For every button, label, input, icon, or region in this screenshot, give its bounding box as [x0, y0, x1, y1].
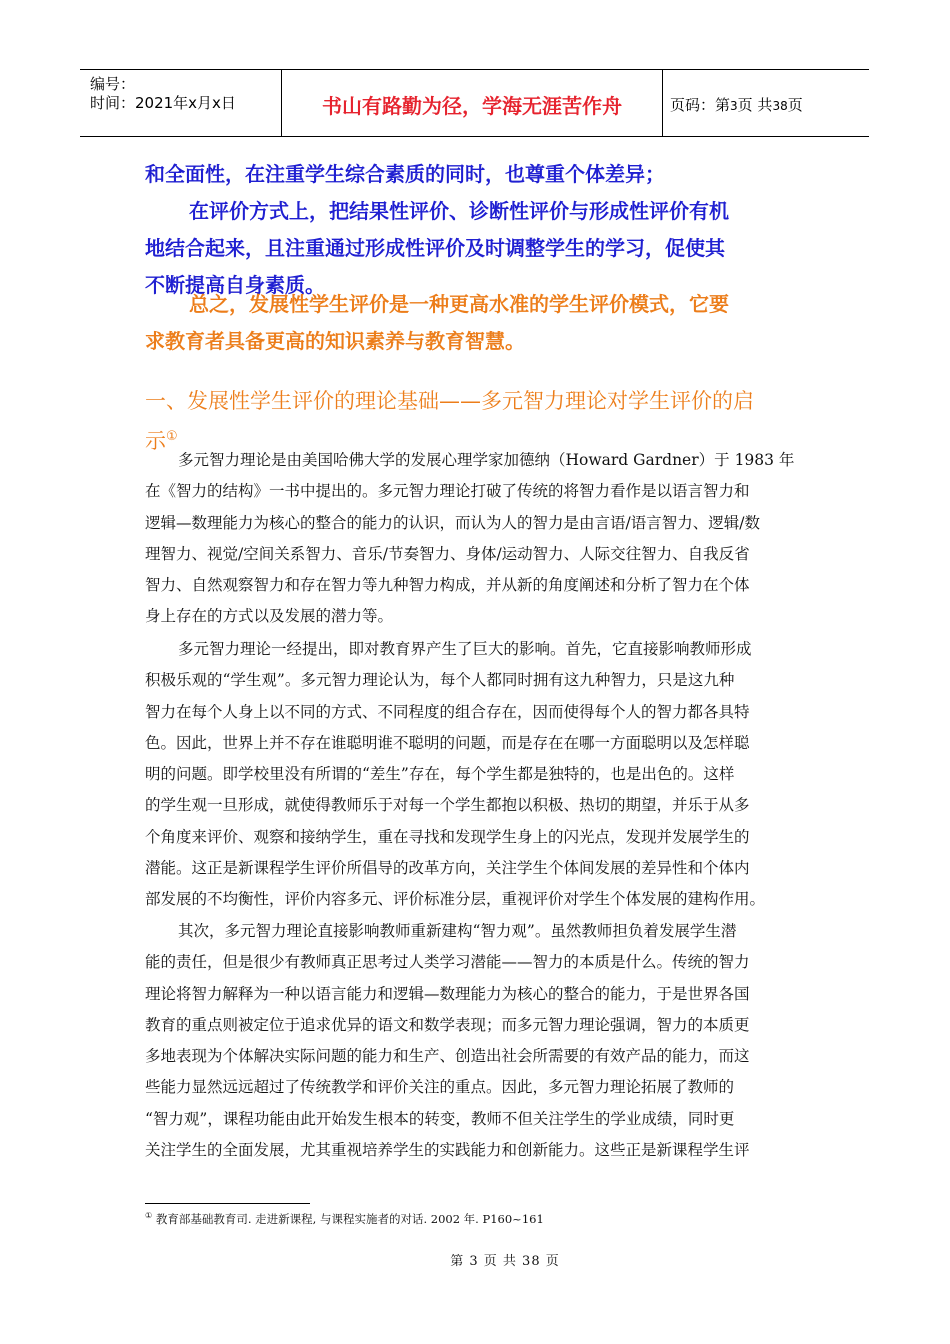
summary-line: 总之，发展性学生评价是一种更高水准的学生评价模式，它要	[189, 292, 729, 316]
page-header	[80, 69, 869, 137]
intro-line: 不断提高自身素质。	[145, 273, 325, 297]
page-footer: 第 3 页 共 38 页	[450, 1254, 560, 1269]
footnote-text: 教育部基础教育司. 走进新课程, 与课程实施者的对话. 2002 年. P160~161	[155, 1212, 544, 1226]
summary-line: 求教育者具备更高的知识素养与教育智慧。	[145, 329, 525, 353]
header-page-number: 页码：第3页 共38页	[670, 96, 803, 114]
document-time: 时间：2021年x月x日	[90, 94, 236, 112]
body-paragraph-1: 多元智力理论是由美国哈佛大学的发展心理学家加德纳（Howard Gardner）于 1983 年 在《智力的结构》一书中提出的。多元智力理论打破了传统的将智力看作是以语言智力和 逻辑—数理能力为核心的整合的能力的认识，而认为人的智力是由言语/语言智力、逻辑/数 理智力、视觉/空间关系智力、音乐/节奏智力、身体/运动智力、人际交往智力、自我反省 智力、自然观察智力和存在智力等九种智力构成，并从新的角度阐述和分析了智力在个体 身上存在的方式以及发展的潜力等。	[145, 451, 795, 626]
header-motto: 书山有路勤为径，学海无涯苦作舟	[322, 94, 622, 118]
body-paragraph-2: 多元智力理论一经提出，即对教育界产生了巨大的影响。首先，它直接影响教师形成 积极乐观的“学生观”。多元智力理论认为，每个人都同时拥有这九种智力，只是这九种 智力在每个人身上以不同的方式、不同程度的组合存在，因而使得每个人的智力都各具特 色。因此，世界上并不存在谁聪明谁不聪明的问题，而是存在在哪一方面聪明以及怎样聪 明的问题。即学校里没有所谓的“差生”存在，每个学生都是独特的，也是出色的。这样 的学生观一旦形成，就使得教师乐于对每一个学生都抱以积极、热切的期望，并乐于从多 个角度来评价、观察和接纳学生，重在寻找和发现学生身上的闪光点，发现并发展学生的 潜能。这正是新课程学生评价所倡导的改革方向，关注学生个体间发展的差异性和个体内 部发展的不均衡性，评价内容多元、评价标准分层，重视评价对学生个体发展的建构作用。	[145, 640, 766, 909]
footnote-mark: ①	[145, 1211, 153, 1221]
summary-orange-text	[145, 286, 810, 360]
intro-line: 地结合起来，且注重通过形成性评价及时调整学生的学习，促使其	[145, 236, 725, 260]
header-meta	[80, 70, 281, 136]
body-paragraph-3: 其次，多元智力理论直接影响教师重新建构“智力观”。虽然教师担负着发展学生潜 能的责任，但是很少有教师真正思考过人类学习潜能——智力的本质是什么。传统的智力 理论将智力解释为一种以语言能力和逻辑—数理能力为核心的整合的能力，于是世界各国 教育的重点则被定位于追求优异的语文和数学表现；而多元智力理论强调，智力的本质更 多地表现为个体解决实际问题的能力和生产、创造出社会所需要的有效产品的能力，而这 些能力显然远远超过了传统教学和评价关注的重点。因此，多元智力理论拓展了教师的 “智力观”，课程功能由此开始发生根本的转变，教师不但关注学生的学业成绩，同时更 关注学生的全面发展，尤其重视培养学生的实践能力和创新能力。这些正是新课程学生评	[145, 922, 750, 1160]
document-number: 编号：	[90, 75, 136, 93]
intro-line: 在评价方式上，把结果性评价、诊断性评价与形成性评价有机	[189, 199, 729, 223]
intro-line: 和全面性，在注重学生综合素质的同时，也尊重个体差异；	[145, 162, 665, 186]
header-motto-cell	[281, 70, 663, 136]
intro-blue-text	[145, 156, 810, 304]
footnote-separator	[145, 1203, 310, 1204]
footnote	[145, 1211, 544, 1227]
section-heading: 一、发展性学生评价的理论基础——多元智力理论对学生评价的启 示①	[145, 389, 754, 453]
header-page-cell	[662, 70, 869, 136]
footnote-reference[interactable]: ①	[166, 429, 178, 444]
